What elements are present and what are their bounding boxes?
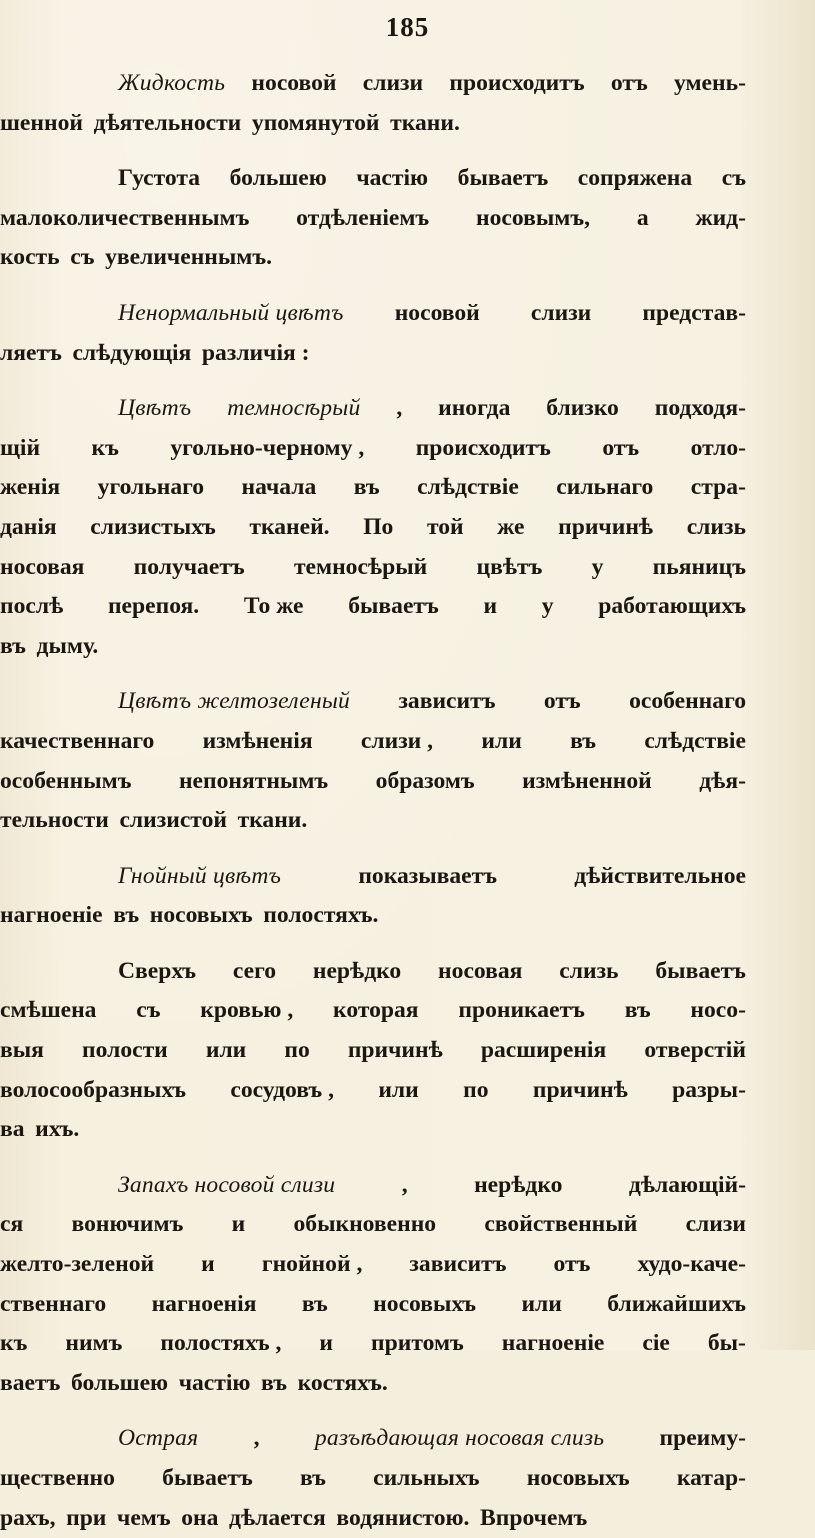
word: и (483, 593, 498, 620)
word: зависитъ (398, 688, 496, 715)
word: выя (0, 1037, 44, 1064)
word: въ (570, 727, 597, 754)
word: вонючимъ (71, 1211, 184, 1238)
word: по (463, 1076, 489, 1103)
word: сопряжена (577, 165, 693, 192)
word: ближайшихъ (607, 1290, 746, 1317)
word: слизь (686, 513, 746, 540)
word: упомянутой (251, 109, 380, 136)
word: большею (70, 1369, 169, 1396)
word: гнойной , (261, 1251, 363, 1278)
word: кровью , (200, 997, 294, 1024)
word: работающихъ (598, 593, 746, 620)
word: , (401, 1171, 408, 1198)
word: послѣ (0, 593, 64, 620)
word: измѣненной (522, 767, 652, 794)
word: носовыхъ (526, 1465, 630, 1491)
word: при (66, 1504, 107, 1531)
text-line (118, 952, 746, 992)
text-line (0, 468, 746, 508)
word: слизистыхъ (90, 513, 216, 540)
word: угольно-черному , (170, 434, 365, 461)
word: темносѣрый (293, 553, 428, 580)
text-line (0, 1364, 746, 1404)
word: сильнаго (556, 474, 654, 501)
text-line (0, 1324, 746, 1364)
word: ткани. (390, 109, 460, 136)
text-line (0, 1459, 746, 1499)
text-line (0, 1245, 746, 1285)
paragraph (0, 64, 746, 143)
text-line (0, 762, 746, 802)
word: носовымъ, (476, 204, 590, 231)
word: слизистой (119, 807, 227, 834)
word: въ (299, 1465, 326, 1491)
text-line (0, 548, 746, 588)
word: угольнаго (97, 474, 205, 501)
text-line (118, 389, 746, 429)
italic-term: Ненормальный цвѣтъ (118, 299, 344, 326)
word: увеличеннымъ. (105, 244, 273, 271)
text-line (0, 1071, 746, 1111)
word: отъ (610, 70, 648, 96)
word: цвѣтъ (476, 553, 543, 580)
word: же (497, 513, 525, 540)
text-line (118, 159, 746, 199)
word: отъ (553, 1251, 591, 1278)
word: зависитъ (409, 1251, 507, 1278)
word: стра- (690, 474, 746, 501)
word: ственнаго (0, 1290, 107, 1317)
text-line (0, 801, 746, 841)
word: бываетъ (348, 593, 439, 620)
italic-term: Острая (118, 1425, 199, 1452)
text-line (118, 1419, 746, 1459)
word: причинѣ (347, 1037, 443, 1064)
italic-term: Гнойный цвѣтъ (118, 862, 282, 889)
text-line (0, 334, 746, 374)
word: непонятнымъ (178, 767, 329, 794)
word: катар- (676, 1465, 746, 1491)
word: къ (91, 434, 119, 461)
word: носовая (0, 553, 85, 580)
text-line (118, 682, 746, 722)
word: перепоя. (107, 593, 200, 620)
text-line (118, 294, 746, 334)
word: или (205, 1037, 247, 1064)
paragraph (0, 294, 746, 373)
page-number: 185 (385, 12, 430, 42)
word: различія : (201, 339, 310, 366)
word: бы- (707, 1330, 746, 1357)
word: нагноеніе (501, 1330, 605, 1357)
word: смѣшена (0, 997, 97, 1024)
word: дѣятельности (93, 109, 242, 136)
word: По (363, 513, 394, 540)
word: водянистою. (336, 1504, 470, 1531)
word: иногда (438, 395, 511, 422)
word: большею (229, 165, 327, 192)
word: дѣлается (229, 1504, 326, 1531)
word: Сверхъ (118, 957, 197, 984)
word: и (231, 1211, 246, 1238)
word: носо- (690, 997, 746, 1024)
word: или (378, 1076, 419, 1103)
text-line (0, 429, 746, 469)
word: худо-каче- (637, 1251, 746, 1278)
word: преиму- (659, 1425, 746, 1452)
word: съ (136, 997, 161, 1024)
word: носовыхъ (373, 1290, 477, 1317)
word: у (591, 553, 604, 580)
word: щій (0, 434, 41, 461)
word: слѣдствіе (644, 727, 746, 754)
word: съ (70, 244, 95, 271)
word: ляетъ (0, 339, 62, 366)
word: отъ (543, 688, 581, 715)
word: костяхъ. (297, 1369, 388, 1396)
word: умень- (674, 70, 746, 96)
text-line (0, 587, 746, 627)
word: происходитъ (415, 434, 551, 461)
text-line (0, 1285, 746, 1325)
word: сосудовъ , (230, 1076, 334, 1103)
word: качественнаго (0, 727, 155, 754)
word: бываетъ (162, 1465, 253, 1491)
word: дѣйствительное (574, 862, 746, 889)
word: причинѣ (558, 513, 654, 540)
word: нимъ (65, 1330, 123, 1357)
word: , (396, 395, 403, 422)
italic-term: Запахъ носовой слизи (118, 1171, 336, 1198)
word: слизи (685, 1211, 746, 1238)
word: свойственный (484, 1211, 638, 1238)
word: слизи (530, 299, 592, 326)
word: слизи , (360, 727, 434, 754)
word: ся (0, 1211, 24, 1238)
word: и (319, 1330, 334, 1357)
page-body-text (0, 64, 746, 1538)
word: нерѣдко (474, 1171, 563, 1198)
word: слѣдующія (72, 339, 192, 366)
word: расширенія (480, 1037, 607, 1064)
word: частію (356, 165, 429, 192)
word: пьяницъ (652, 553, 746, 580)
word: тканей. (249, 513, 330, 540)
paragraph (0, 1419, 746, 1538)
word: чемъ (117, 1504, 171, 1531)
word: частію (178, 1369, 251, 1396)
word: или (481, 727, 522, 754)
text-line (0, 1205, 746, 1245)
word: кость (0, 244, 60, 271)
word: жид- (695, 204, 746, 231)
word: той (426, 513, 464, 540)
word: а (636, 204, 649, 231)
word: женія (0, 474, 61, 501)
word: въ (301, 1290, 328, 1317)
word: носовыхъ (149, 902, 253, 929)
paragraph (0, 952, 746, 1150)
text-line (118, 64, 746, 104)
italic-term: Жидкость (118, 70, 226, 96)
word: показываетъ (358, 862, 497, 889)
text-line (0, 1031, 746, 1071)
word: слизи (362, 70, 424, 96)
word: обыкновенно (293, 1211, 437, 1238)
word: нерѣдко (312, 957, 402, 984)
word: ва (0, 1116, 25, 1143)
word: дѣлающій- (628, 1171, 746, 1198)
word: отверстій (644, 1037, 746, 1064)
word: малоколичественнымъ (0, 204, 250, 231)
paragraph (0, 1166, 746, 1404)
text-line (0, 104, 746, 144)
word: ваетъ (0, 1369, 61, 1396)
paragraph (0, 682, 746, 840)
word: носовая (438, 957, 523, 984)
word: сего (232, 957, 277, 984)
text-line (118, 1166, 746, 1206)
word: и (201, 1251, 215, 1278)
text-line (0, 627, 746, 667)
word: слизь (559, 957, 619, 984)
italic-term: Цвѣтъ желтозеленый (118, 688, 351, 715)
word: щественно (0, 1465, 115, 1491)
word: притомъ (371, 1330, 464, 1357)
paragraph (0, 857, 746, 936)
word: , (253, 1425, 260, 1452)
text-line (0, 199, 746, 239)
word: начала (241, 474, 317, 501)
word: дыму. (36, 632, 99, 659)
word: отдѣленіемъ (296, 204, 430, 231)
word: То же (243, 593, 304, 620)
word: шенной (0, 109, 83, 136)
word: Густота (118, 165, 201, 192)
text-line (0, 896, 746, 936)
word: ткани. (237, 807, 308, 834)
word: носовой (251, 70, 337, 96)
italic-term: Цвѣтъ (118, 395, 192, 422)
word: происходитъ (449, 70, 585, 96)
italic-term: темносѣрый (227, 395, 361, 422)
word: полостяхъ. (263, 902, 379, 929)
word: ихъ. (35, 1116, 80, 1143)
word: данія (0, 513, 57, 540)
word: бываетъ (457, 165, 549, 192)
text-line (118, 857, 746, 897)
word: волосообразныхъ (0, 1076, 187, 1103)
text-line (0, 1110, 746, 1150)
word: разры- (672, 1076, 746, 1103)
word: близко (546, 395, 619, 422)
word: полости (82, 1037, 168, 1064)
word: нагноенія (151, 1290, 257, 1317)
word: полостяхъ , (160, 1330, 282, 1357)
text-line (0, 1499, 746, 1538)
word: образомъ (375, 767, 475, 794)
word: отъ (602, 434, 640, 461)
word: причинѣ (532, 1076, 628, 1103)
word: желто-зеленой (0, 1251, 155, 1278)
paragraph (0, 389, 746, 666)
word: получаетъ (133, 553, 245, 580)
word: къ (0, 1330, 28, 1357)
word: сіе (642, 1330, 670, 1357)
word: дѣя- (699, 767, 746, 794)
word: рахъ, (0, 1504, 56, 1531)
word: представ- (642, 299, 746, 326)
word: въ (624, 997, 651, 1024)
word: тельности (0, 807, 109, 834)
word: сильныхъ (373, 1465, 480, 1491)
word: въ (261, 1369, 287, 1396)
word: въ (113, 902, 140, 929)
word: Впрочемъ (480, 1504, 588, 1531)
word: нагноеніе (0, 902, 103, 929)
word: слѣдствіе (417, 474, 519, 501)
word: съ (721, 165, 746, 192)
word: отло- (690, 434, 746, 461)
text-line (0, 991, 746, 1031)
word: по (284, 1037, 310, 1064)
word: въ (353, 474, 380, 501)
word: или (521, 1290, 562, 1317)
word: бываетъ (655, 957, 746, 984)
word: въ (0, 632, 26, 659)
word: особеннаго (629, 688, 746, 715)
word: измѣненія (202, 727, 313, 754)
word: носовой (394, 299, 480, 326)
word: у (541, 593, 554, 620)
word: проникаетъ (458, 997, 585, 1024)
italic-term: разъѣдающая носовая слизь (314, 1425, 605, 1452)
word: она (181, 1504, 219, 1531)
word: подходя- (654, 395, 746, 422)
paragraph (0, 159, 746, 278)
word: особеннымъ (0, 767, 132, 794)
text-line (0, 508, 746, 548)
text-line (0, 722, 746, 762)
text-line (0, 238, 746, 278)
word: которая (333, 997, 419, 1024)
